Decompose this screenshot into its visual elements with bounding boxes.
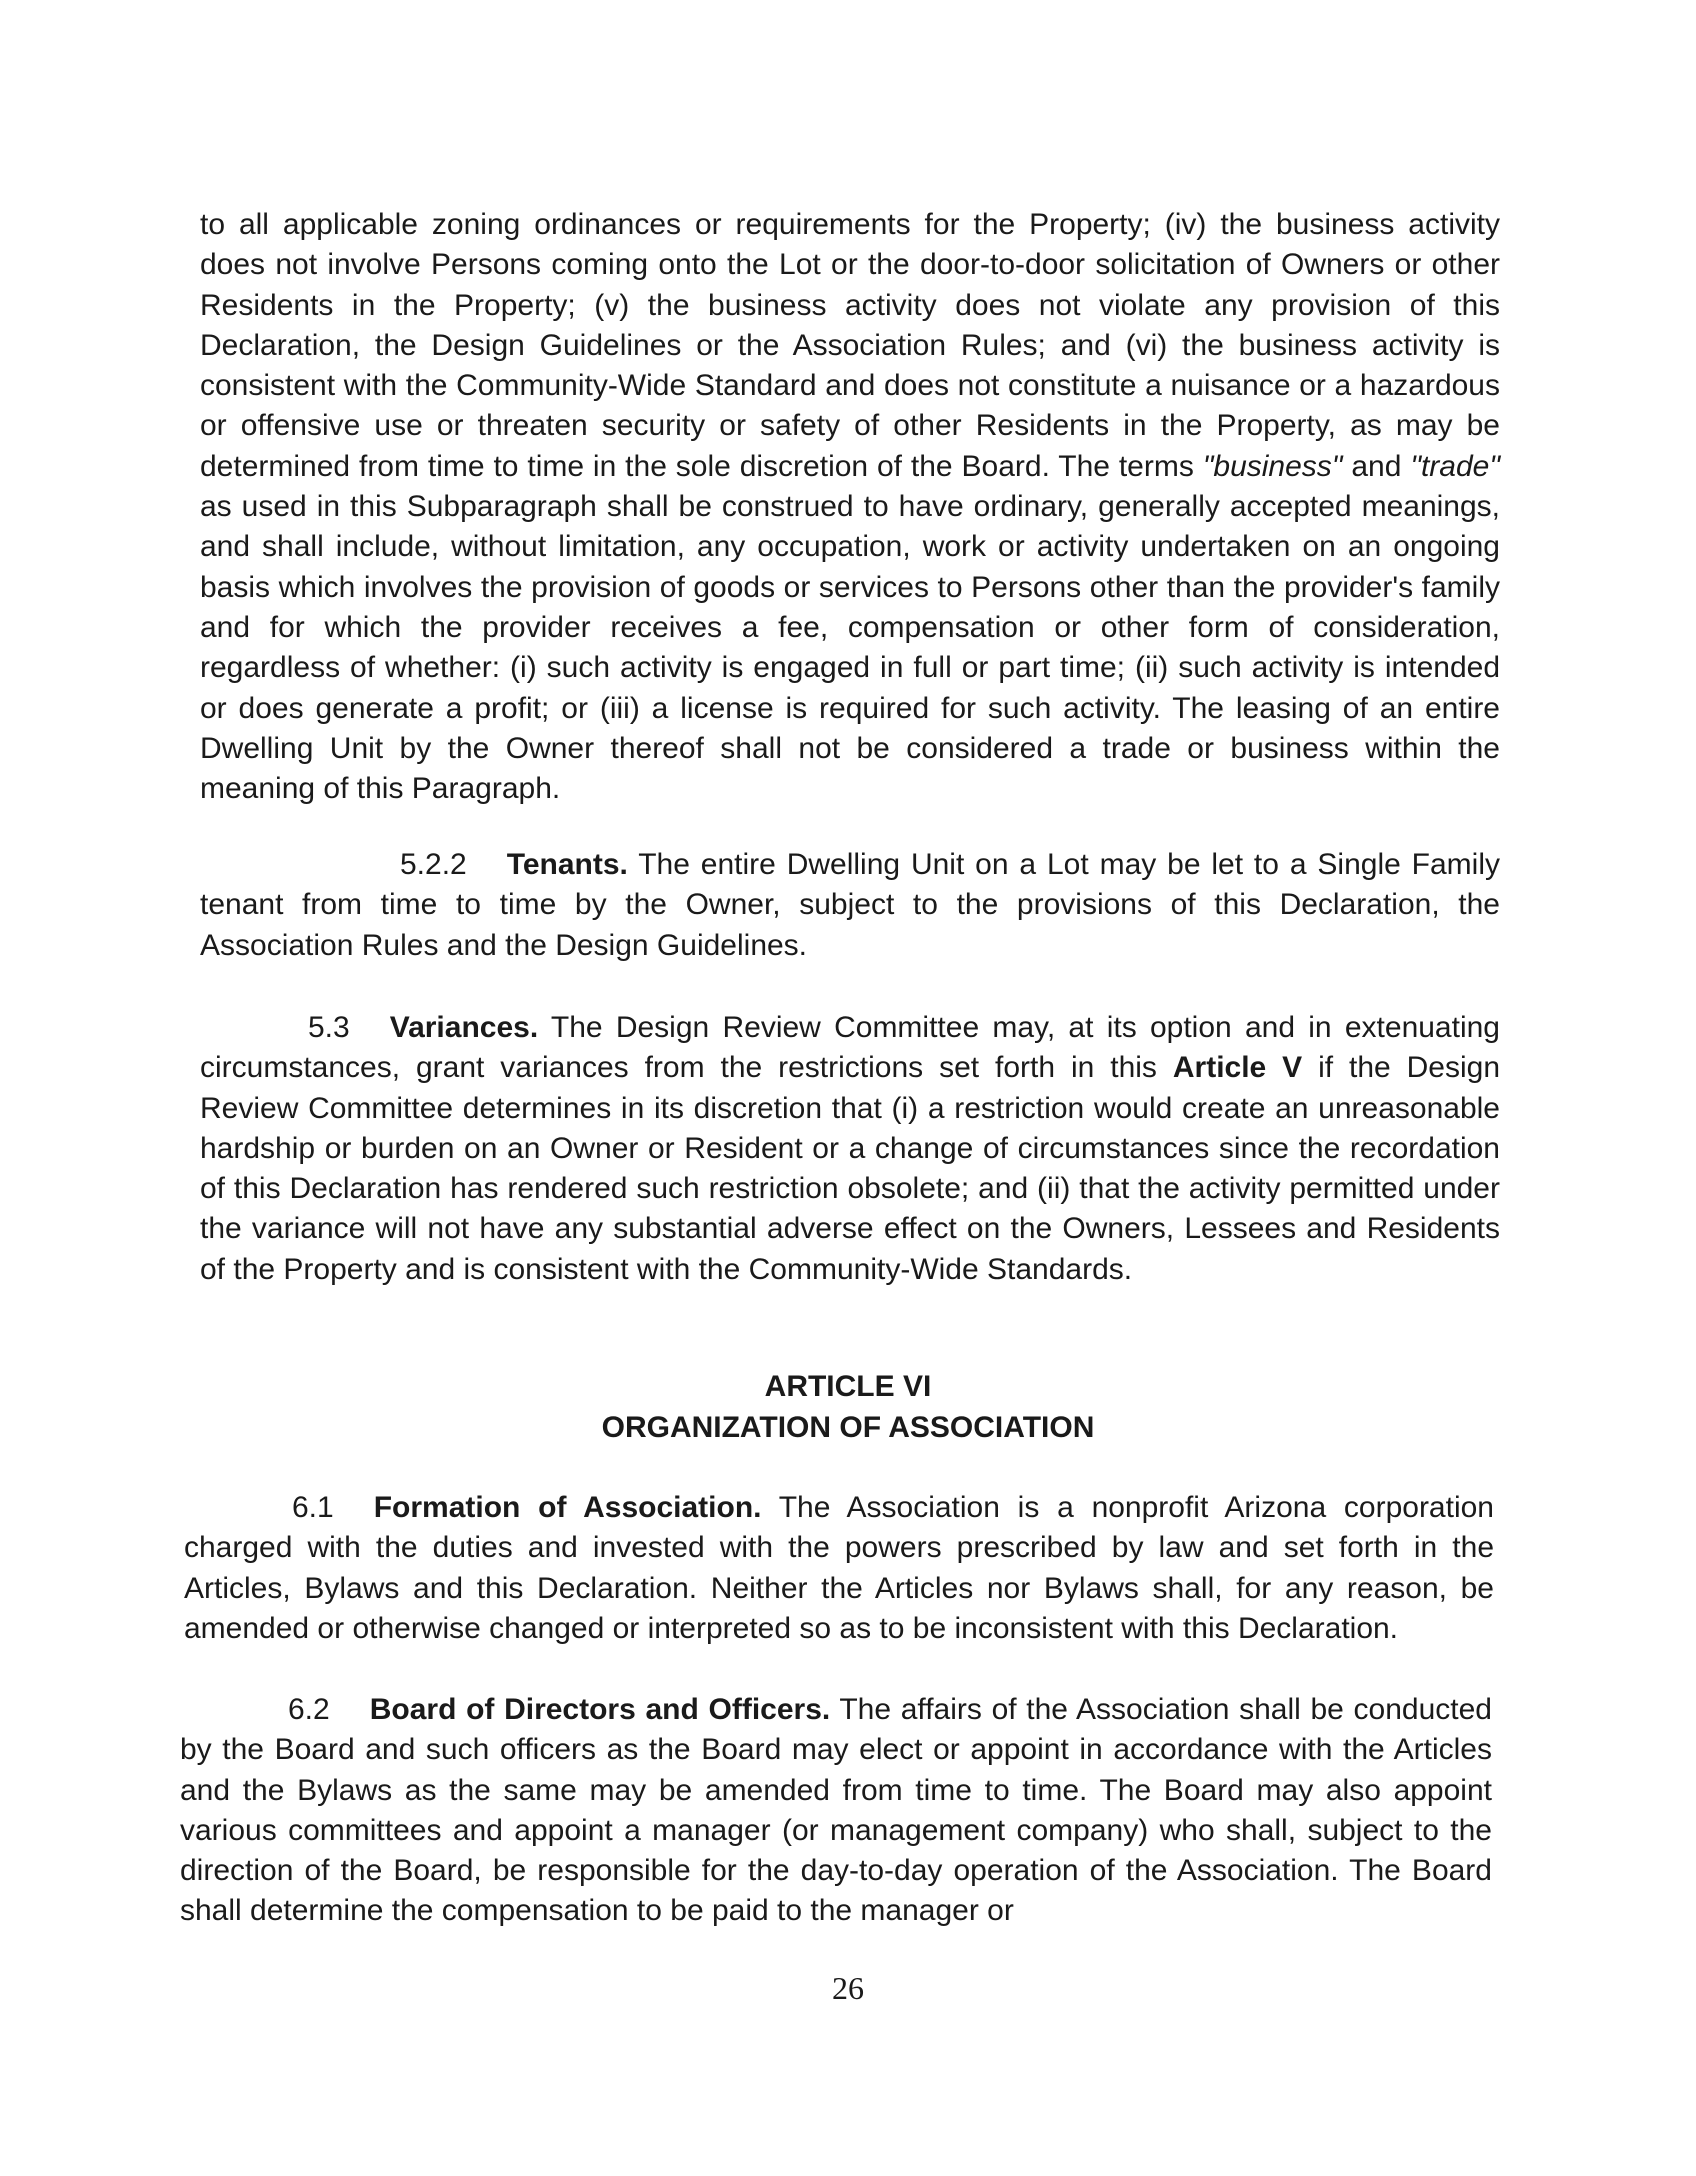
section-heading: Board of Directors and Officers. [369,1693,831,1726]
section-number: 5.2.2 [400,848,467,881]
section-text: if the Design Review Committee determines in its discretion that (i) a restriction would create an unreasonable hardship or burden on an Owner or Resident or a change of circumstances since the recordation of this Declaration has rendered such restriction obsolete; and (ii) that the activity permitted under the variance will not have any substantial adverse effect on the Owners, Lessees and Residents of the Property and is consistent with the Community-Wide Standards. [200,1051,1501,1286]
paragraph-business-activity-continuation [200,205,1500,809]
term-trade: "trade" [1410,449,1500,483]
section-text: The affairs of the Association shall be conducted by the Board and such officers as the Board may elect or appoint in accordance with the Articles and the Bylaws as the same may be amended from time to time. The Board may also appoint various committees and appoint a manager (or management company) who shall, subject to the direction of the Board, be responsible for the day-to-day operation of the Association. The Board shall determine the compensation to be paid to the manager or [180,1693,1492,1928]
article-reference: Article V [1172,1051,1303,1085]
paragraph-text: to all applicable zoning ordinances or requirements for the Property; (iv) the business activity does not involve Persons coming onto the Lot or the door-to-door solicitation of Owners or other Residents in the Property; (v) the business activity does not violate any provision of this Declaration, the Design Guidelines or the Association Rules; and (vi) the business activity is consistent with the Community-Wide Standard and does not constitute a nuisance or a hazardous or offensive use or threaten security or safety of other Residents in the Property, as may be determined from time to time in the sole discretion of the Board. The terms [200,208,1500,483]
article-subtitle: ORGANIZATION OF ASSOCIATION [601,1411,1095,1444]
section-number: 5.3 [308,1011,350,1044]
section-text: The entire Dwelling Unit on a Lot may be let to a Single Family tenant from time to time by the Owner, subject to the provisions of this Declaration, the Association Rules and the Design Guidelines. [200,848,1500,962]
paragraph-text: and [1342,449,1411,483]
section-text: The Design Review Committee may, at its option and in extenuating circumstances, grant variances from the restrictions set forth in this [200,1011,1500,1085]
section-6-2-board-of-directors [180,1690,1492,1932]
section-5-2-2-tenants [200,845,1500,966]
section-heading: Formation of Association. [373,1491,762,1524]
section-number: 6.2 [288,1693,330,1726]
section-text: The Association is a nonprofit Arizona corporation charged with the duties and invested with the powers prescribed by law and set forth in the Articles, Bylaws and this Declaration. Neither the Articles nor Bylaws shall, for any reason, be amended or otherwise changed or interpreted so as to be inconsistent with this Declaration. [184,1491,1494,1645]
paragraph-text: as used in this Subparagraph shall be construed to have ordinary, generally accepted meanings, and shall include, without limitation, any occupation, work or activity undertaken on an ongoing basis which involves the provision of goods or services to Persons other than the provider's family and for which the provider receives a fee, compensation or other form of consideration, regardless of whether: (i) such activity is engaged in full or part time; (ii) such activity is intended or does generate a profit; or (iii) a license is required for such activity. The leasing of an entire Dwelling Unit by the Owner thereof shall not be considered a trade or business within the meaning of this Paragraph. [200,490,1500,806]
section-heading: Tenants. [506,848,628,881]
section-6-1-formation-of-association [184,1488,1494,1649]
page-number: 26 [832,1970,864,2006]
section-number: 6.1 [292,1491,334,1524]
term-business: "business" [1202,449,1343,483]
article-title: ARTICLE VI [764,1370,932,1403]
section-5-3-variances [200,1008,1500,1290]
section-heading: Variances. [389,1011,539,1044]
